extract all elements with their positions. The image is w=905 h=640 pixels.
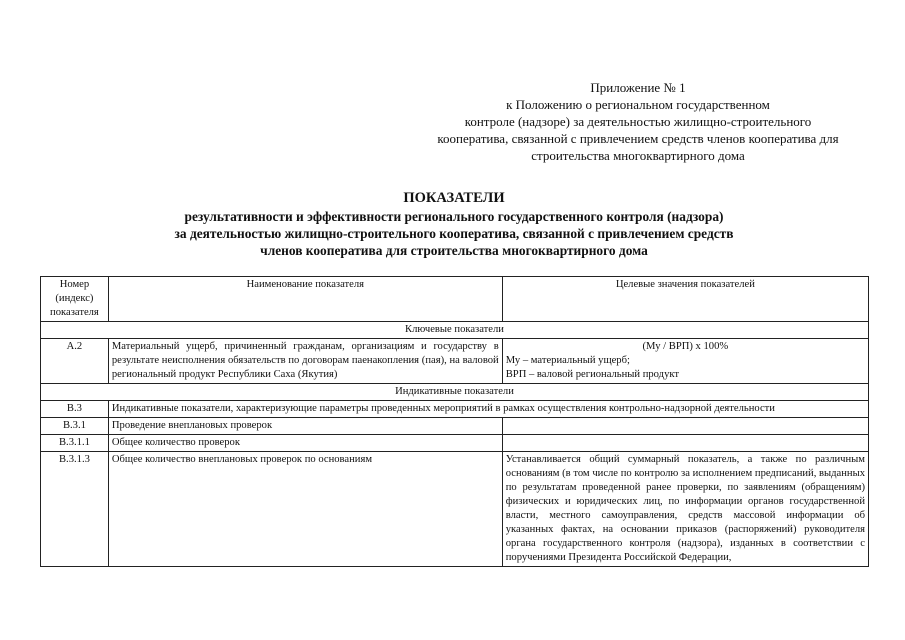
appendix-line: строительства многоквартирного дома [531,148,745,163]
row-name: Общее количество проверок [108,435,502,452]
row-name: Общее количество внеплановых проверок по основаниям [108,452,502,567]
indicators-table [40,276,869,567]
header-target: Целевые значения показателей [502,277,868,322]
row-index: В.3.1 [41,418,109,435]
row-index: А.2 [41,339,109,384]
table-row [41,452,869,567]
header-name: Наименование показателя [108,277,502,322]
section-indicative-label: Индикативные показатели [41,384,869,401]
table-row [41,435,869,452]
document-title [40,190,868,259]
formula-def: Му – материальный ущерб; [505,355,630,366]
title-line: результативности и эффективности регионального государственного контроля (надзора) [184,209,724,224]
row-index: В.3.1.1 [41,435,109,452]
table-row [41,401,869,418]
appendix-line: Приложение № 1 [590,80,686,95]
table-header-row [41,277,869,322]
appendix-line: кооператива, связанной с привлечением средств членов кооператива для [437,131,839,146]
table-row [41,339,869,384]
table-row [41,418,869,435]
section-row [41,322,869,339]
section-row [41,384,869,401]
appendix-line: контроле (надзоре) за деятельностью жилищно-строительного [464,114,812,129]
row-target [502,435,868,452]
row-index: В.3 [41,401,109,418]
title-line: за деятельностью жилищно-строительного кооператива, связанной с привлечением средств [174,226,734,241]
row-name: Проведение внеплановых проверок [108,418,502,435]
row-name: Индикативные показатели, характеризующие параметры проведенных мероприятий в рамках осуществления контрольно-надзорной деятельности [108,401,868,418]
formula-def: ВРП – валовой региональный продукт [505,369,679,380]
row-target [502,418,868,435]
title-line: членов кооператива для строительства многоквартирного дома [260,243,648,258]
section-key-label: Ключевые показатели [41,322,869,339]
title-main: ПОКАЗАТЕЛИ [403,190,505,206]
row-index: В.3.1.3 [41,452,109,567]
appendix-line: к Положению о региональном государственном [506,97,770,112]
header-index: Номер (индекс) показателя [41,277,109,322]
row-name: Материальный ущерб, причиненный гражданам, организациям и государству в результате неисполнения обязательств по договорам паенакопления (пая), на валовой региональный продукт Республики Саха (Якутия) [108,339,502,384]
row-target: Устанавливается общий суммарный показатель, а также по различным основаниям (в том числе по контролю за исполнением предписаний, выданных по результатам проведенной ранее проверки, по заявлениям (обращениям) физических и юридических лиц, по информации органов государственной власти, местного самоуправления, средств массовой информации об указанных фактах, на основании приказов (распоряжений) руководителя органа государственного контроля (надзора), изданных в соответствии с поручениями Президента Российской Федерации, [502,452,868,567]
appendix-caption [396,79,880,164]
row-target [502,339,868,384]
formula: (Му / ВРП) х 100% [642,341,729,352]
